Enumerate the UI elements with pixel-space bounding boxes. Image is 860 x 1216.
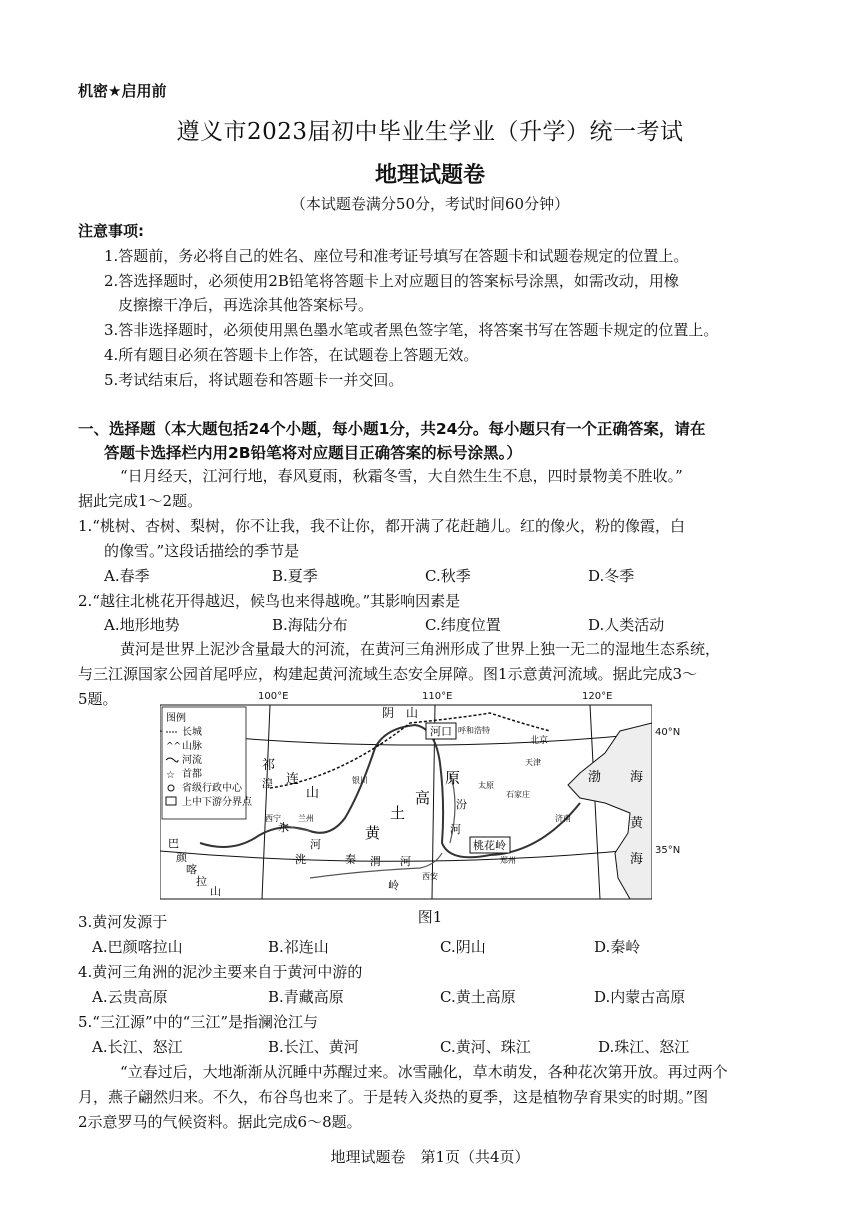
legend-item: 河流 — [182, 755, 202, 766]
notice-item: 1.答题前，务必将自己的姓名、座位号和准考证号填写在答题卡和试题卷规定的位置上。 — [104, 247, 689, 265]
option: B.长江、黄河 — [268, 1038, 359, 1056]
page-footer: 地理试题卷 第1页（共4页） — [330, 1148, 530, 1166]
notice-item: 皮擦擦干净后，再选涂其他答案标号。 — [118, 296, 374, 314]
lat-label: 35°N — [655, 845, 681, 856]
city-label: 郑州 — [500, 856, 516, 865]
region-label: 河 — [450, 823, 461, 836]
notice-item: 4.所有题目必须在答题卡上作答，在试题卷上答题无效。 — [104, 346, 479, 364]
option: B.夏季 — [272, 567, 318, 585]
city-label: 呼和浩特 — [458, 726, 490, 735]
region-label: 拉 — [196, 875, 207, 888]
region-label: 喀 — [186, 863, 197, 876]
notice-heading: 注意事项: — [78, 222, 144, 240]
city-label: 西安 — [422, 872, 438, 881]
option: D.内蒙古高原 — [594, 988, 686, 1006]
legend-item: 首都 — [182, 769, 202, 780]
legend-item: 山脉 — [182, 741, 202, 752]
lon-label: 110°E — [422, 691, 453, 702]
section-heading-cont: 答题卡选择栏内用2B铅笔将对应题目正确答案的标号涂黑。） — [104, 444, 522, 462]
city-label: 北京 — [530, 736, 549, 746]
confidential-label: 机密★启用前 — [78, 82, 167, 100]
region-label: 高 — [415, 789, 431, 807]
region-label: 颜 — [176, 851, 187, 864]
region-label: 汾 — [456, 798, 467, 811]
question-stem: 5.“三江源”中的“三江”是指澜沧江与 — [78, 1013, 318, 1031]
region-label: 水 — [278, 821, 289, 834]
option: D.冬季 — [588, 567, 635, 585]
hekou-label: 河口 — [430, 725, 452, 738]
option: A.地形地势 — [104, 616, 180, 634]
region-label: 黄 — [365, 824, 381, 842]
region-label: 河 — [310, 838, 321, 851]
option: D.人类活动 — [588, 616, 665, 634]
legend-title: 图例 — [166, 713, 186, 724]
region-label: 渭 — [370, 855, 381, 868]
question-stem: 2.“越往北桃花开得越迟，候鸟也来得越晚。”其影响因素是 — [78, 592, 461, 610]
option: C.阴山 — [440, 938, 486, 956]
region-label: 原 — [445, 769, 461, 787]
option: D.秦岭 — [594, 938, 641, 956]
option: A.长江、怒江 — [92, 1038, 183, 1056]
question-stem: 的像雪。”这段话描绘的季节是 — [104, 542, 300, 560]
option: C.秋季 — [425, 567, 471, 585]
option: B.祁连山 — [268, 938, 329, 956]
option: C.黄土高原 — [440, 988, 516, 1006]
option: B.海陆分布 — [272, 616, 348, 634]
question-stem: 4.黄河三角洲的泥沙主要来自于黄河中游的 — [78, 963, 363, 981]
intro-text: 与三江源国家公园首尾呼应，构建起黄河流域生态安全屏障。图1示意黄河流域。据此完成3～ — [78, 665, 698, 683]
question-stem: 3.黄河发源于 — [78, 913, 168, 931]
lat-label: 40°N — [655, 727, 681, 738]
taohuayu-label: 桃花岭 — [473, 839, 506, 852]
intro-text: 2示意罗马的气候资料。据此完成6～8题。 — [78, 1113, 362, 1131]
notice-item: 3.答非选择题时，必须使用黑色墨水笔或者黑色签字笔，将答案书写在答题卡规定的位置上。 — [104, 321, 719, 339]
legend-item: 长城 — [182, 727, 202, 738]
intro-text: 5题。 — [78, 690, 118, 708]
region-label: 黄 — [630, 816, 644, 831]
region-label: 洮 — [295, 853, 306, 866]
mountain-icon: ^^ — [166, 742, 182, 752]
option: C.纬度位置 — [425, 616, 501, 634]
yellow-river-basin-map — [160, 703, 652, 901]
option: B.青藏高原 — [268, 988, 344, 1006]
figure-caption: 图1 — [417, 908, 443, 926]
legend-item: 上中下游分界点 — [182, 797, 252, 808]
region-label: 连 — [286, 772, 300, 787]
region-label: 河 — [400, 855, 411, 868]
region-label: 阴 — [382, 706, 395, 720]
exam-title: 遵义市2023届初中毕业生学业（升学）统一考试 — [176, 119, 684, 145]
city-label: 济南 — [555, 814, 571, 823]
legend-item: 省级行政中心 — [182, 783, 242, 794]
section-heading: 一、选择题（本大题包括24个小题，每小题1分，共24分。每小题只有一个正确答案，请在 — [78, 420, 706, 438]
city-label: 天津 — [525, 758, 541, 767]
option: A.云贵高原 — [92, 988, 168, 1006]
exam-note: （本试题卷满分50分，考试时间60分钟） — [290, 195, 570, 213]
region-label: 岭 — [388, 879, 399, 892]
option: A.巴颜喀拉山 — [92, 938, 183, 956]
region-label: 巴 — [168, 837, 179, 850]
intro-text: “日月经天，江河行地，春风夏雨，秋霜冬雪，大自然生生不息，四时景物美不胜收。” — [120, 467, 683, 485]
option: C.黄河、珠江 — [440, 1038, 531, 1056]
intro-text: 月，燕子翩然归来。不久，布谷鸟也来了。于是转入炎热的夏季，这是植物孕育果实的时期。”图 — [78, 1088, 709, 1106]
city-label: 兰州 — [298, 814, 314, 823]
intro-text: 据此完成1～2题。 — [78, 492, 203, 510]
region-label: 山 — [210, 885, 221, 898]
region-label: 海 — [630, 770, 644, 785]
notice-item: 2.答选择题时，必须使用2B铅笔将答题卡上对应题目的答案标号涂黑，如需改动，用橡 — [104, 272, 679, 290]
region-label: 土 — [390, 804, 406, 822]
region-label: 祁 — [262, 758, 276, 773]
city-label: 西宁 — [265, 814, 281, 823]
lon-label: 120°E — [582, 691, 613, 702]
city-label: 银川 — [352, 776, 368, 785]
intro-text: 黄河是世界上泥沙含量最大的河流，在黄河三角洲形成了世界上独一无二的湿地生态系统， — [120, 640, 721, 658]
option: D.珠江、怒江 — [598, 1038, 690, 1056]
city-label: 石家庄 — [506, 790, 530, 799]
region-label: 山 — [406, 706, 419, 720]
question-stem: 1.“桃树、杏树、梨树，你不让我，我不让你，都开满了花赶趟儿。红的像火，粉的像霞，白 — [78, 517, 685, 535]
option: A.春季 — [104, 567, 150, 585]
notice-item: 5.考试结束后，将试题卷和答题卡一并交回。 — [104, 371, 404, 389]
intro-text: “立春过后，大地渐渐从沉睡中苏醒过来。冰雪融化，草木萌发，各种花次第开放。再过两个 — [120, 1063, 728, 1081]
region-label: 秦 — [345, 853, 356, 866]
city-label: 太原 — [478, 781, 494, 790]
region-label: 山 — [306, 786, 320, 801]
region-label: 湟 — [262, 777, 273, 790]
lon-label: 100°E — [258, 691, 289, 702]
paper-title: 地理试题卷 — [374, 163, 485, 188]
region-label: 海 — [630, 852, 644, 867]
capital-icon: ☆ — [166, 770, 175, 781]
region-label: 渤 — [588, 770, 602, 785]
